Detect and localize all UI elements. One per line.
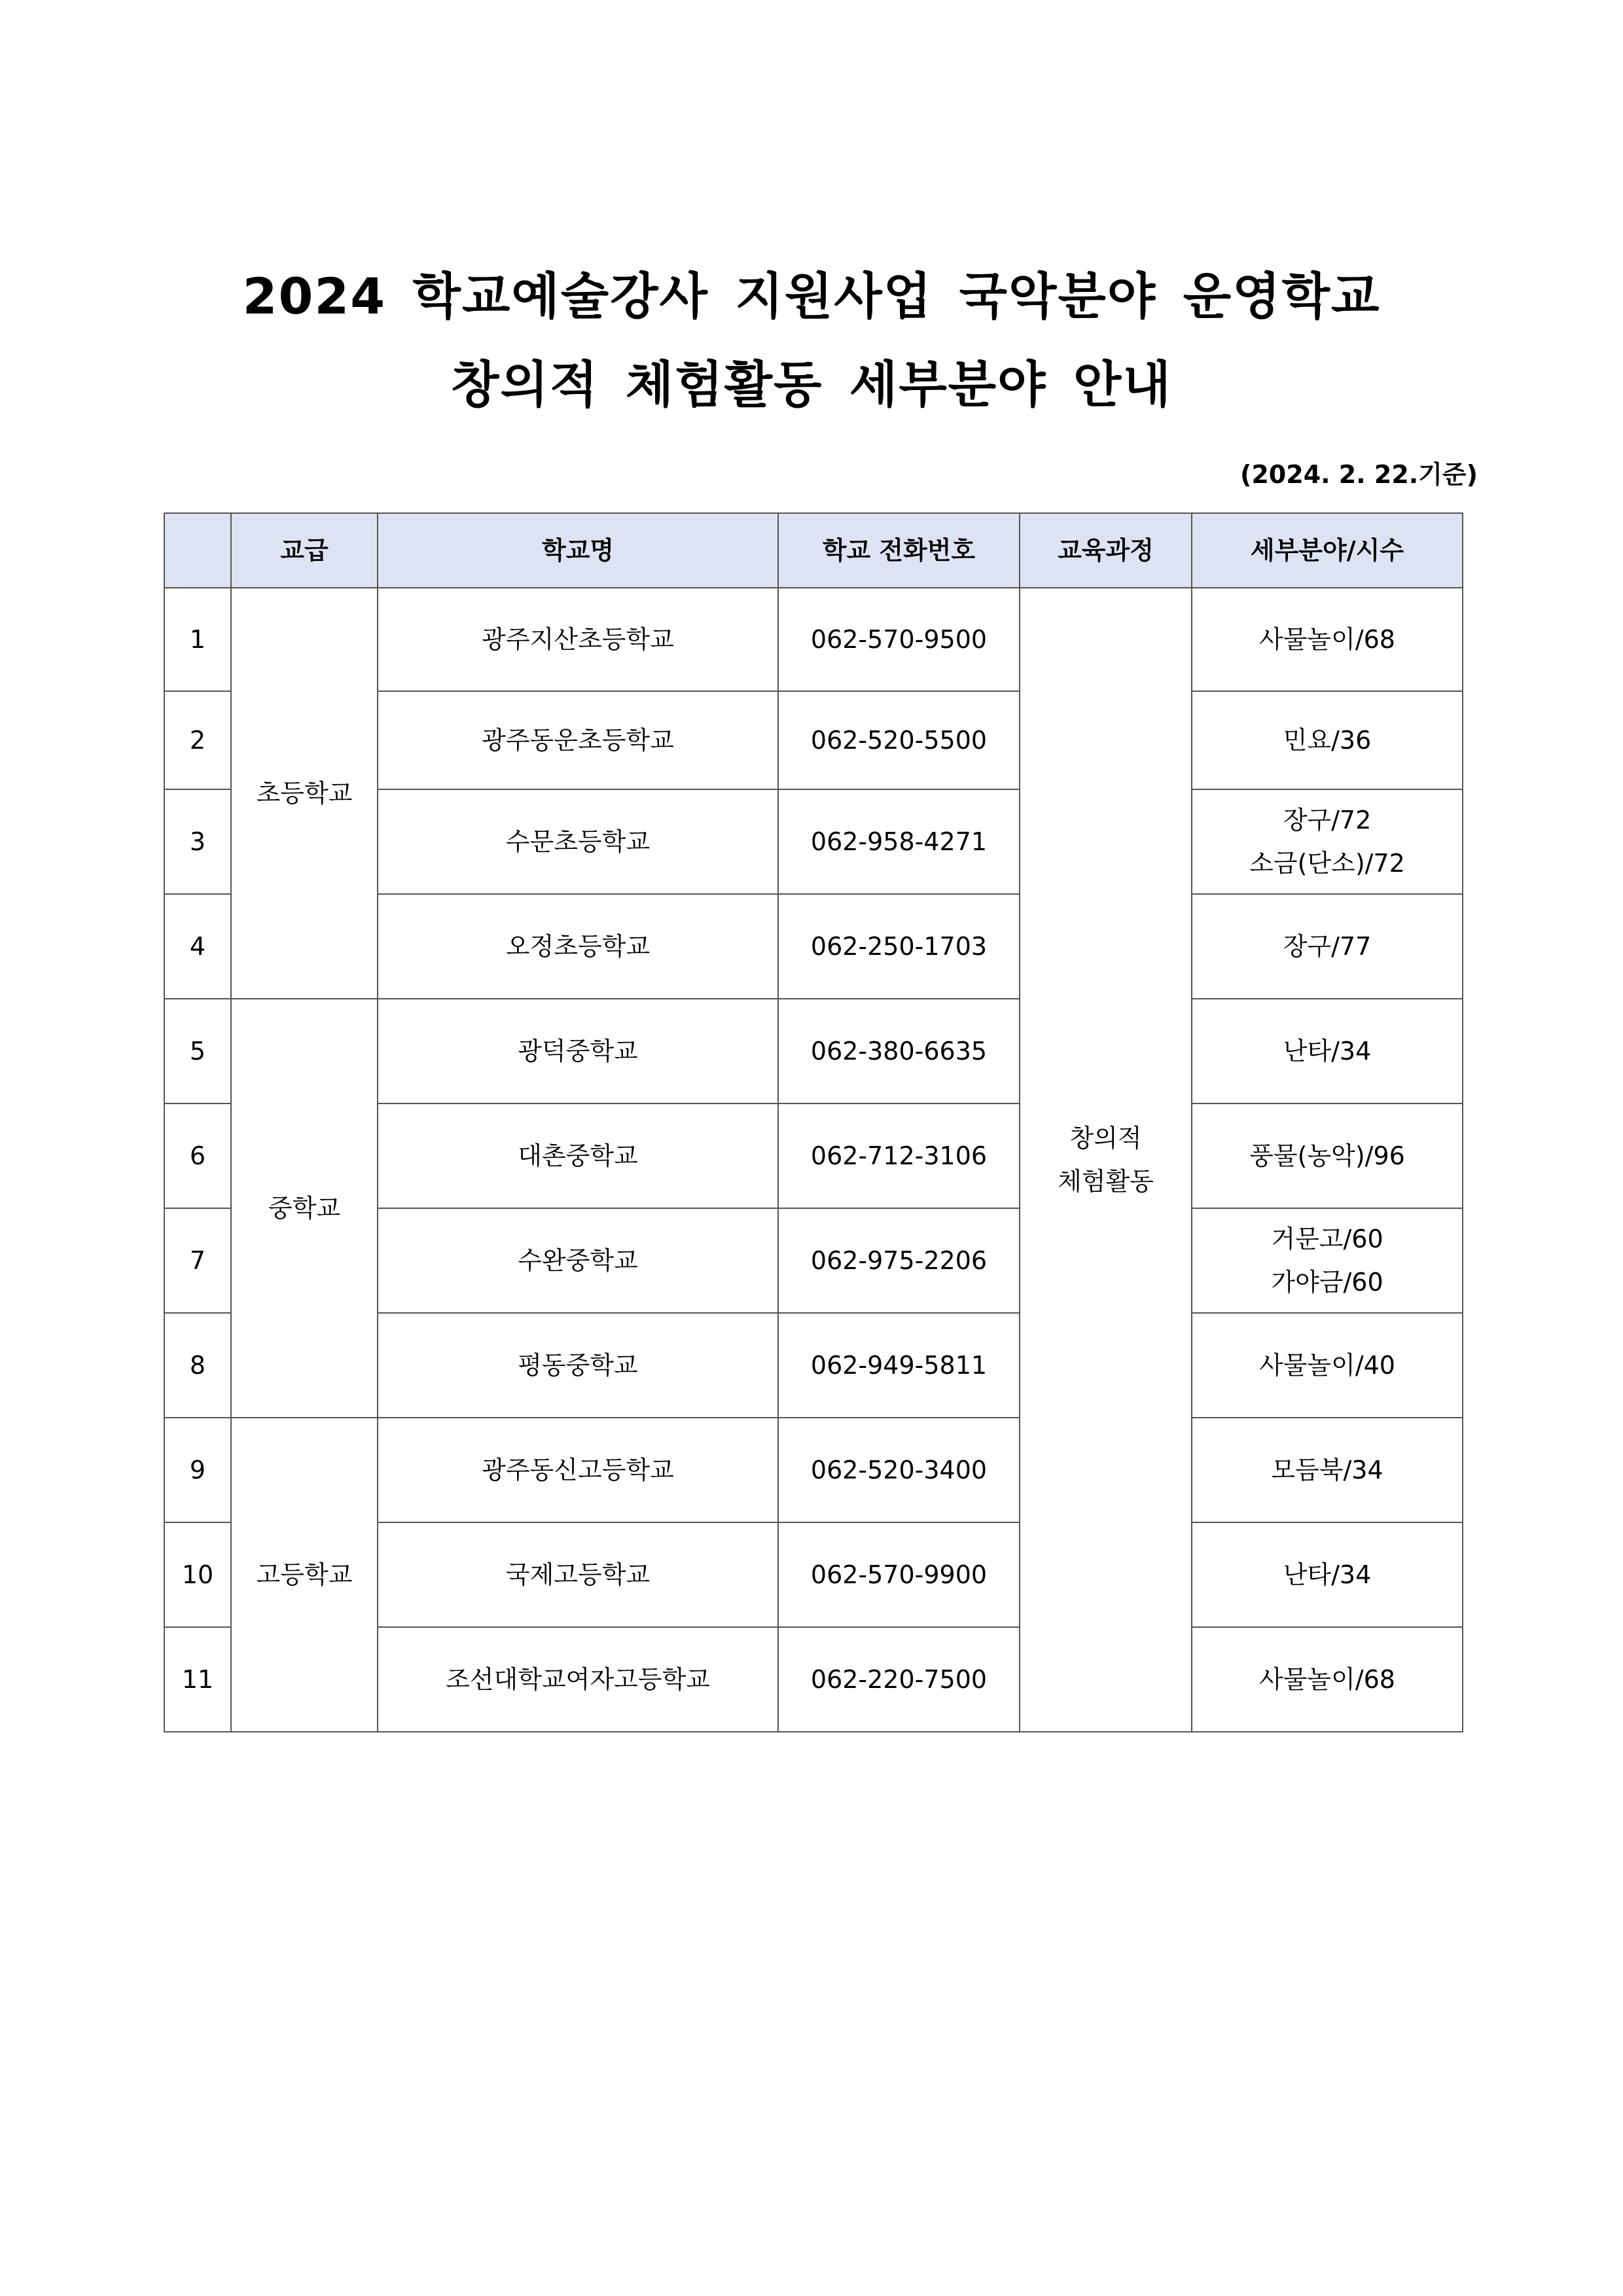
curriculum-line: 창의적 (1069, 1124, 1142, 1153)
field-line: 장구/77 (1283, 932, 1372, 961)
row-number: 10 (164, 1522, 231, 1627)
school-name-cell: 조선대학교여자고등학교 (378, 1627, 778, 1732)
field-cell (1192, 999, 1463, 1103)
school-info-table (164, 512, 1463, 1732)
field-line: 사물놀이/40 (1259, 1351, 1395, 1380)
row-number: 7 (164, 1208, 231, 1313)
phone-cell: 062-949-5811 (778, 1313, 1020, 1418)
field-line: 사물놀이/68 (1259, 625, 1395, 654)
header-phone: 학교 전화번호 (778, 513, 1020, 588)
row-number: 5 (164, 999, 231, 1103)
phone-cell: 062-975-2206 (778, 1208, 1020, 1313)
field-line: 장구/72 (1283, 806, 1372, 834)
row-number: 3 (164, 789, 231, 894)
phone-cell: 062-520-5500 (778, 691, 1020, 789)
field-cell (1192, 588, 1463, 691)
table-row (164, 1418, 1463, 1522)
field-cell (1192, 1522, 1463, 1627)
table-header-row (164, 513, 1463, 588)
field-cell (1192, 1627, 1463, 1732)
field-line: 민요/36 (1283, 726, 1372, 755)
row-number: 11 (164, 1627, 231, 1732)
school-name-cell: 수문초등학교 (378, 789, 778, 894)
base-date: (2024. 2. 22.기준) (1240, 460, 1478, 489)
field-cell (1192, 1208, 1463, 1313)
phone-cell: 062-220-7500 (778, 1627, 1020, 1732)
school-name-cell: 광덕중학교 (378, 999, 778, 1103)
field-line: 가야금/60 (1271, 1268, 1383, 1297)
header-school-name: 학교명 (378, 513, 778, 588)
phone-cell: 062-958-4271 (778, 789, 1020, 894)
header-level: 교급 (231, 513, 378, 588)
curriculum-cell (1020, 588, 1192, 1732)
row-number: 4 (164, 894, 231, 999)
field-cell (1192, 1418, 1463, 1522)
school-name-cell: 평동중학교 (378, 1313, 778, 1418)
school-name-cell: 국제고등학교 (378, 1522, 778, 1627)
level-cell-middle: 중학교 (231, 999, 378, 1418)
school-name-cell: 광주동운초등학교 (378, 691, 778, 789)
phone-cell: 062-380-6635 (778, 999, 1020, 1103)
field-cell (1192, 894, 1463, 999)
school-name-cell: 수완중학교 (378, 1208, 778, 1313)
school-name-cell: 오정초등학교 (378, 894, 778, 999)
phone-cell: 062-250-1703 (778, 894, 1020, 999)
row-number: 6 (164, 1103, 231, 1208)
table-row (164, 588, 1463, 691)
school-name-cell: 대촌중학교 (378, 1103, 778, 1208)
field-line: 풍물(농악)/96 (1249, 1141, 1405, 1170)
curriculum-line: 체험활동 (1058, 1167, 1154, 1196)
field-cell (1192, 1103, 1463, 1208)
table-row (164, 999, 1463, 1103)
document-title-line-2: 창의적 체험활동 세부분야 안내 (451, 355, 1172, 414)
field-line: 사물놀이/68 (1259, 1665, 1395, 1694)
phone-cell: 062-570-9900 (778, 1522, 1020, 1627)
level-cell-elementary: 초등학교 (231, 588, 378, 999)
row-number: 1 (164, 588, 231, 691)
row-number: 9 (164, 1418, 231, 1522)
header-number (164, 513, 231, 588)
field-line: 난타/34 (1283, 1560, 1372, 1589)
row-number: 2 (164, 691, 231, 789)
row-number: 8 (164, 1313, 231, 1418)
header-field-hours: 세부분야/시수 (1192, 513, 1463, 588)
field-line: 거문고/60 (1271, 1225, 1383, 1253)
field-line: 소금(단소)/72 (1249, 849, 1405, 878)
phone-cell: 062-570-9500 (778, 588, 1020, 691)
field-line: 모듬북/34 (1271, 1456, 1383, 1484)
field-cell (1192, 1313, 1463, 1418)
level-cell-high: 고등학교 (231, 1418, 378, 1732)
phone-cell: 062-520-3400 (778, 1418, 1020, 1522)
field-cell (1192, 691, 1463, 789)
field-cell (1192, 789, 1463, 894)
school-name-cell: 광주지산초등학교 (378, 588, 778, 691)
phone-cell: 062-712-3106 (778, 1103, 1020, 1208)
header-curriculum: 교육과정 (1020, 513, 1192, 588)
school-name-cell: 광주동신고등학교 (378, 1418, 778, 1522)
field-line: 난타/34 (1283, 1037, 1372, 1066)
document-title-line-1: 2024 학교예술강사 지원사업 국악분야 운영학교 (242, 267, 1381, 325)
